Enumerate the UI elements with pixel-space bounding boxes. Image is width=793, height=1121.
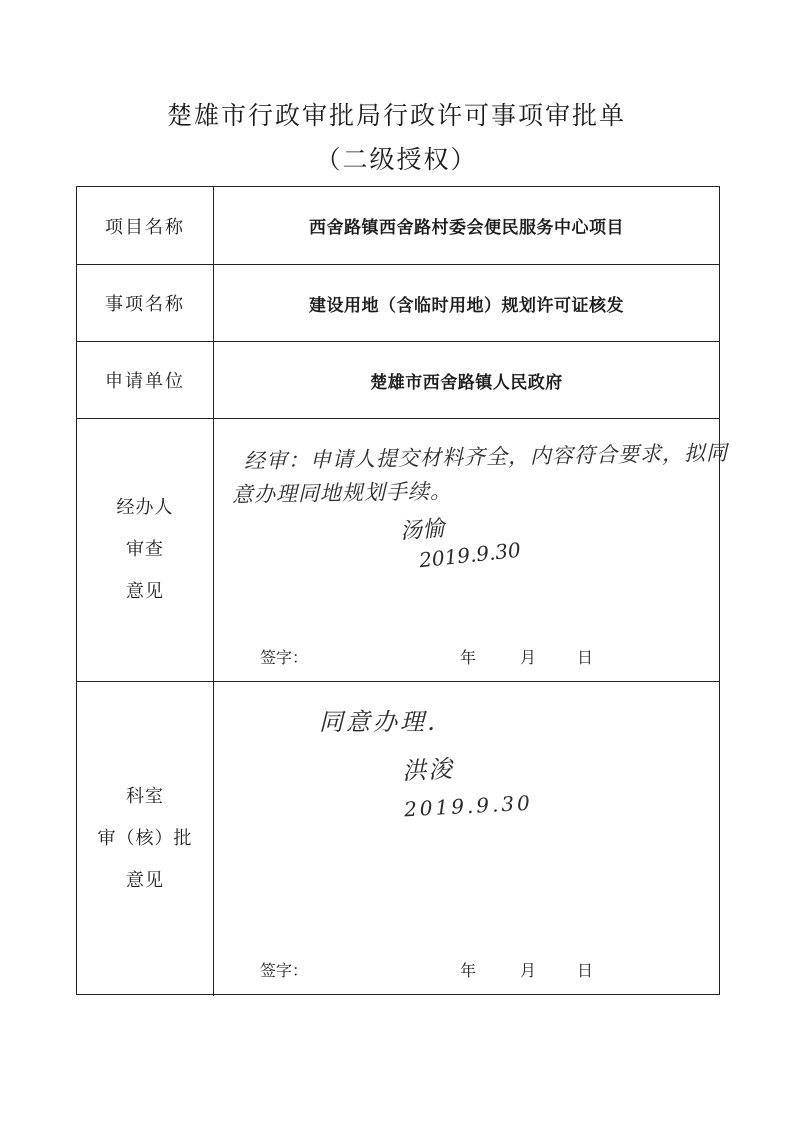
item-name-value: 建设用地（含临时用地）规划许可证核发	[309, 295, 624, 316]
handler-sign-label: 签字：	[260, 648, 309, 667]
item-name-row	[77, 265, 719, 342]
handler-handwritten-signature: 汤愉	[399, 516, 445, 545]
item-name-label-cell	[77, 265, 214, 341]
section-year-label: 年	[460, 961, 477, 980]
section-label-line-2: 审（核）批	[97, 828, 193, 849]
applicant-row	[77, 342, 719, 419]
applicant-label-cell	[77, 342, 214, 418]
document-title: 楚雄市行政审批局行政许可事项审批单	[166, 101, 626, 130]
section-handwritten-opinion: 同意办理．	[319, 708, 454, 736]
section-opinion-label	[98, 776, 193, 902]
approval-form-table	[76, 186, 729, 995]
handler-label-line-3: 意见	[126, 581, 164, 602]
applicant-value: 楚雄市西舍路镇人民政府	[370, 372, 563, 393]
handler-handwritten-opinion-line-1: 经审：申请人提交材料齐全，内容符合要求，拟同	[243, 440, 729, 474]
project-name-label-cell	[77, 187, 214, 264]
applicant-label: 申请单位	[105, 371, 185, 392]
item-name-value-cell	[214, 265, 719, 341]
section-month-label: 月	[520, 961, 537, 980]
project-name-row	[77, 187, 719, 265]
section-opinion-area	[214, 682, 719, 996]
handler-label-line-2: 审查	[126, 539, 164, 560]
handler-year-label: 年	[460, 648, 477, 667]
section-opinion-label-cell	[77, 682, 214, 996]
handler-handwritten-opinion-line-2: 意办理同地规划手续。	[231, 479, 453, 507]
section-opinion-row	[77, 682, 719, 996]
project-name-value: 西舍路镇西舍路村委会便民服务中心项目	[309, 218, 624, 238]
item-name-label: 事项名称	[105, 294, 185, 315]
section-label-line-1: 科室	[126, 786, 164, 807]
document-subtitle: （二级授权）	[315, 145, 478, 174]
project-name-label: 项目名称	[105, 216, 185, 238]
handler-handwritten-date: 2019.9.30	[418, 537, 522, 573]
handler-opinion-row	[77, 419, 729, 682]
document-header	[0, 96, 793, 182]
project-name-value-cell	[214, 187, 719, 264]
applicant-value-cell	[214, 342, 719, 418]
handler-opinion-area	[214, 419, 729, 681]
handler-label-line-1: 经办人	[116, 497, 174, 518]
section-handwritten-date: 2019.9.30	[403, 790, 534, 822]
handler-day-label: 日	[577, 648, 594, 667]
section-handwritten-signature: 洪浚	[401, 754, 455, 786]
handler-opinion-label-cell	[77, 419, 214, 681]
section-label-line-3: 意见	[126, 870, 164, 891]
section-sign-label: 签字：	[260, 961, 309, 980]
handler-month-label: 月	[520, 648, 537, 667]
handler-opinion-label	[117, 487, 174, 613]
section-day-label: 日	[577, 961, 594, 980]
